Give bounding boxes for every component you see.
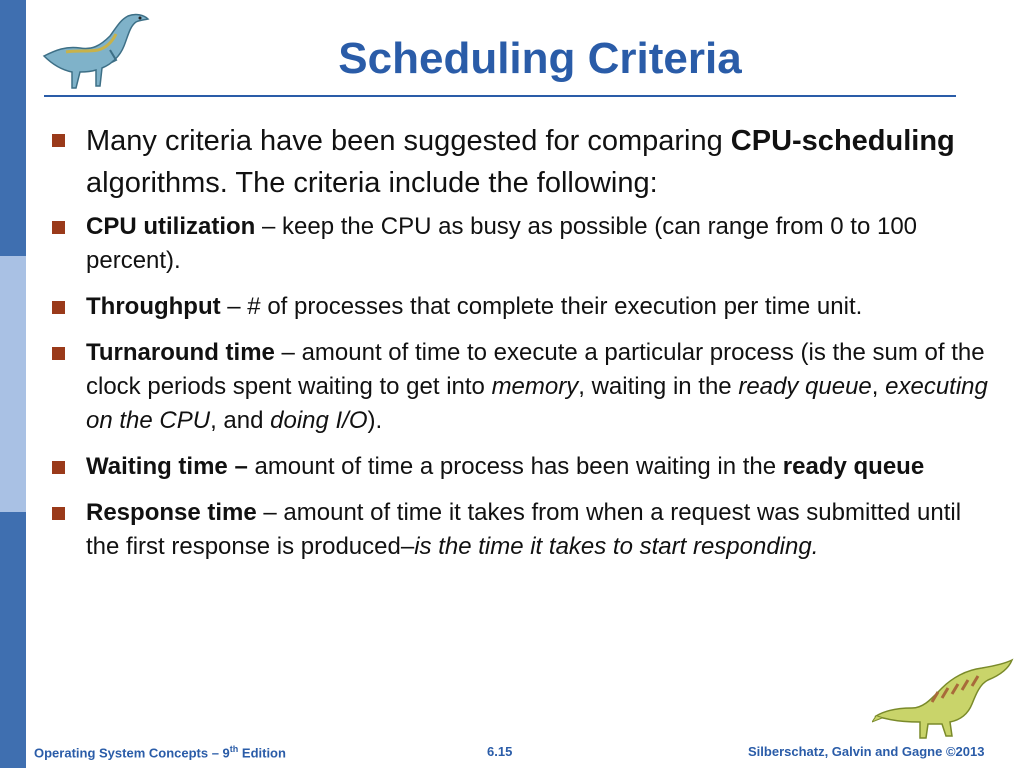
- bullet-text-segment: is the time it takes to start responding.: [414, 533, 819, 560]
- bullet-text-segment: memory: [491, 373, 579, 400]
- bullet-text-segment: amount of time a process has been waiting in the: [247, 453, 783, 480]
- bullet-text-segment: ).: [367, 407, 383, 434]
- bullet-square-icon: [52, 301, 65, 314]
- bullet-text-segment: , and: [210, 407, 271, 434]
- bullet-square-icon: [52, 461, 65, 474]
- bullet-text-segment: doing I/O: [270, 407, 368, 434]
- bullet-item: [48, 450, 998, 484]
- bullet-item: [48, 290, 998, 324]
- bullet-text-segment: Throughput: [86, 293, 221, 320]
- left-band-top: [0, 0, 26, 256]
- dinosaur-icon: [872, 658, 1020, 740]
- bullet-text-segment: executing on the CPU: [86, 373, 988, 434]
- footer-authors: Silberschatz, Galvin and Gagne ©2013: [748, 744, 985, 759]
- bullet-list: [48, 120, 998, 576]
- bullet-text-segment: Waiting time –: [86, 453, 248, 480]
- bullet-text-segment: ready queue: [782, 453, 925, 480]
- left-band-bottom: [0, 512, 26, 768]
- bullet-text-segment: Turnaround time: [86, 339, 275, 366]
- bullet-text-segment: – # of processes that complete their execution per time unit.: [220, 293, 863, 320]
- bullet-square-icon: [52, 221, 65, 234]
- bullet-square-icon: [52, 507, 65, 520]
- footer-page-number: 6.15: [487, 744, 513, 759]
- bullet-text-segment: algorithms. The criteria include the following:: [86, 167, 658, 199]
- bullet-text-segment: , waiting in the: [578, 373, 739, 400]
- footer-book-title: Operating System Concepts – 9th Edition: [34, 744, 286, 761]
- dinosaur-icon: [36, 6, 158, 94]
- bullet-text-segment: ready queue: [738, 373, 872, 400]
- bullet-text-segment: Many criteria have been suggested for comparing: [86, 125, 731, 157]
- title-divider: [44, 95, 956, 97]
- bullet-text-segment: ,: [871, 373, 886, 400]
- bullet-text-segment: – keep the CPU as busy as possible (can range from 0 to 100 percent).: [86, 213, 918, 274]
- bullet-item: [48, 120, 998, 204]
- bullet-item: [48, 210, 998, 278]
- bullet-text-segment: – amount of time to execute a particular process (is the sum of the clock periods spent waiting to get into: [86, 339, 985, 400]
- bullet-item: [48, 336, 998, 438]
- bullet-square-icon: [52, 134, 65, 147]
- bullet-text-segment: – amount of time it takes from when a request was submitted until the first response is produced–: [86, 499, 962, 560]
- left-band-middle: [0, 256, 26, 512]
- bullet-text-segment: CPU-scheduling: [730, 125, 955, 157]
- slide-title: Scheduling Criteria: [338, 34, 742, 83]
- bullet-item: [48, 496, 998, 564]
- bullet-square-icon: [52, 347, 65, 360]
- bullet-text-segment: Response time: [86, 499, 257, 526]
- bullet-text-segment: CPU utilization: [86, 213, 256, 240]
